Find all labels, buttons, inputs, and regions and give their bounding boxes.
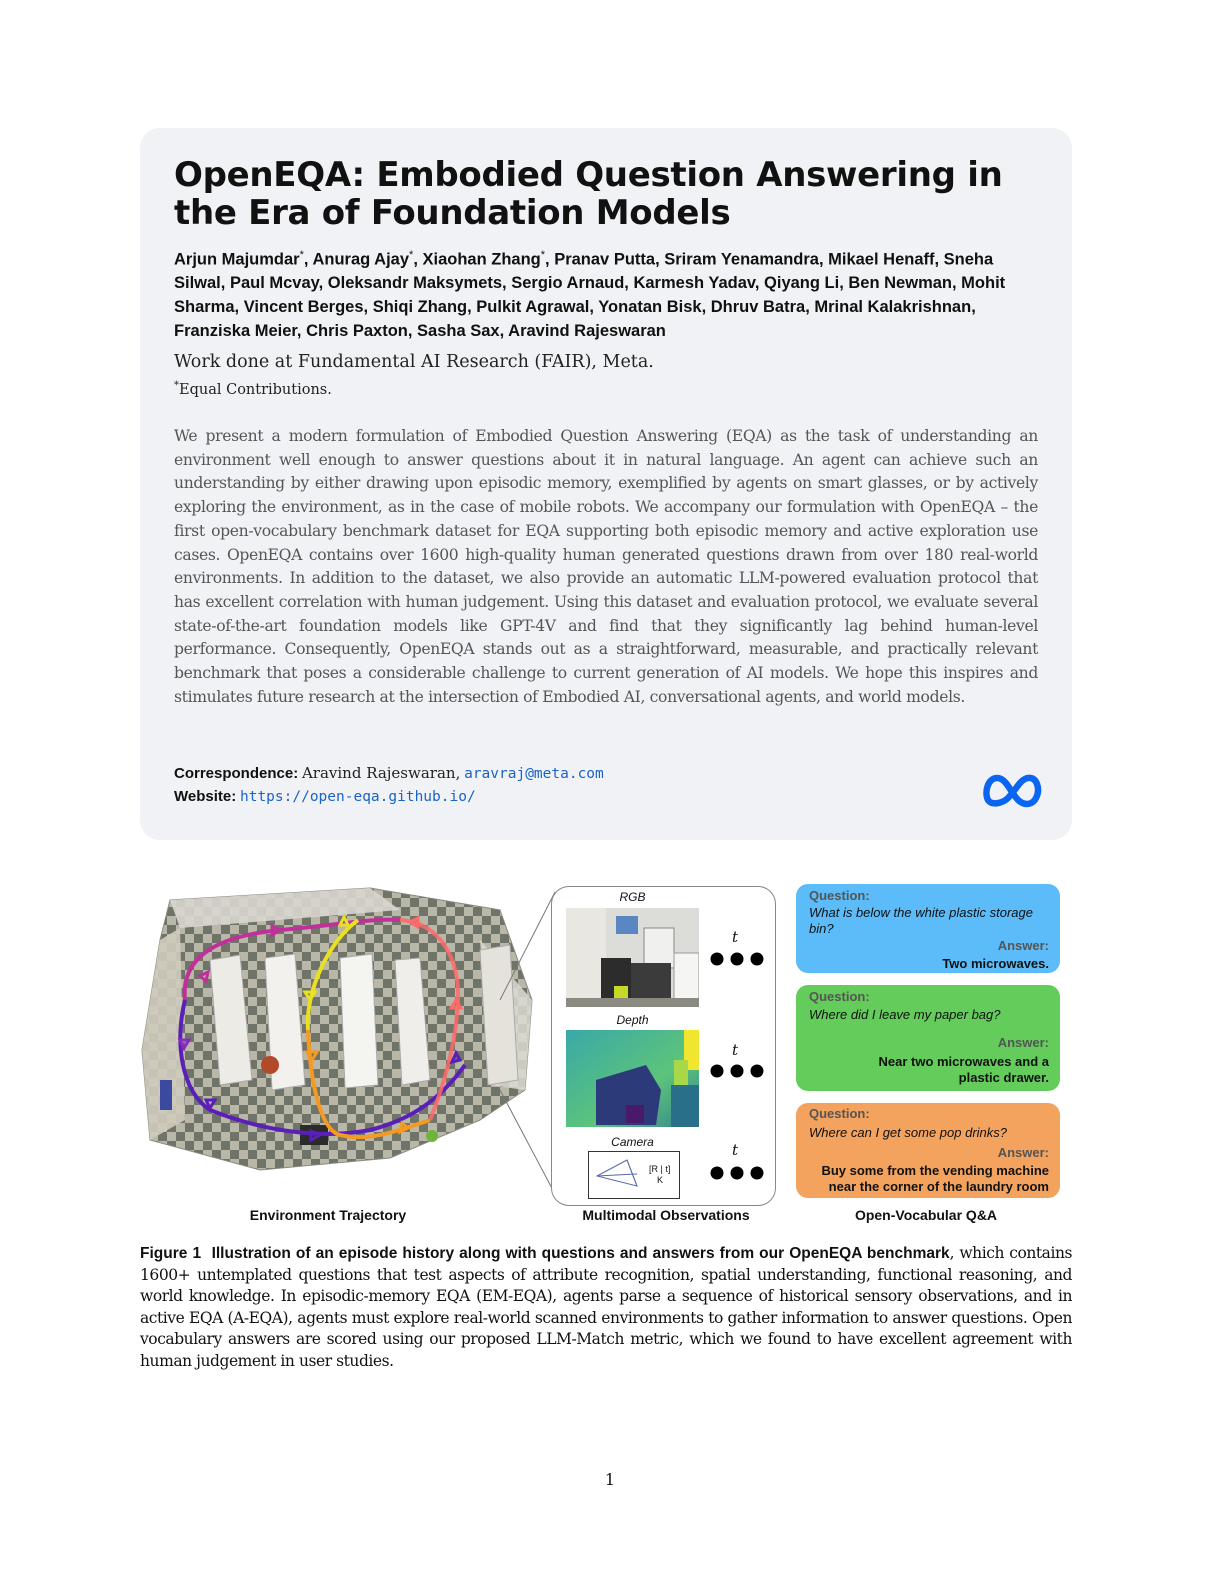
caption-bold-text: Illustration of an episode history along with questions and answers from our OpenEQA benchmark — [211, 1245, 950, 1262]
author-name: Aravind Rajeswaran — [508, 321, 666, 340]
rgb-frame-door — [566, 908, 606, 1007]
rgb-frame-floor — [566, 998, 699, 1007]
correspondence-label: Correspondence: — [174, 765, 299, 782]
author-name: Pranav Putta — [554, 250, 656, 269]
rgb-label: RGB — [619, 890, 646, 904]
depth-label: Depth — [616, 1013, 649, 1027]
caption-label: Figure 1 — [140, 1245, 202, 1262]
rgb-frame-bin — [644, 928, 674, 968]
author-name: Mikael Henaff — [828, 250, 935, 269]
website-link[interactable]: https://open-eqa.github.io/ — [239, 789, 476, 805]
author-name: Ben Newman — [848, 274, 952, 293]
author-list: Arjun Majumdar*, Anurag Ajay*, Xiaohan Zhang*, Pranav Putta, Sriram Yenamandra, Mikael Henaff, Sneha Silwal, Paul Mcvay, Oleksandr Maksymets, Sergio Arnaud, Karmesh Yadav, Qiyang Li, Ben Newman, Mohit Sharma, Vincent Berges, Shiqi Zhang, Pulkit Agrawal, Yonatan Bisk, Dhruv Batra, Mrinal Kalakrishnan, Franziska Meier, Chris Paxton, Sasha Sax, Aravind Rajeswaran — [174, 249, 1006, 340]
correspondence-line — [174, 763, 874, 784]
camera-pose-diagram — [588, 1151, 680, 1199]
equal-contribution-note — [174, 376, 1024, 400]
rgb-frame-machine — [631, 963, 671, 1001]
paper-title: OpenEQA: Embodied Question Answering in the Era of Foundation Models — [174, 155, 1003, 233]
question-text: Where did I leave my paper bag? — [809, 1007, 1001, 1022]
question-text: Where can I get some pop drinks? — [809, 1125, 1007, 1140]
author-name: Sergio Arnaud — [511, 274, 625, 293]
author-name: Dhruv Batra — [710, 297, 806, 316]
rgb-frame-picture — [616, 916, 638, 934]
author-name: Oleksandr Maksymets — [327, 274, 503, 293]
answer-label: Answer: — [997, 1145, 1049, 1160]
equal-contribution-mark: * — [174, 380, 179, 391]
callout-line-top — [500, 892, 555, 1000]
qa-card-2 — [796, 985, 1060, 1091]
correspondence-email-link[interactable]: aravraj@meta.com — [464, 766, 604, 782]
equal-contribution-text: Equal Contributions. — [179, 381, 332, 398]
rgb-frame-washer — [674, 953, 699, 1003]
author-name: Franziska Meier — [174, 321, 297, 340]
author-name: Paul Mcvay — [229, 274, 319, 293]
answer-text: Near two microwaves and a plastic drawer. — [878, 1054, 1049, 1085]
scan-table-3 — [340, 954, 378, 1088]
scan-floor — [142, 888, 532, 1170]
question-label: Question: — [809, 888, 870, 903]
depth-frame-far-region — [671, 1085, 699, 1127]
author-name: Chris Paxton — [306, 321, 408, 340]
question-label: Question: — [809, 989, 870, 1004]
question-text: What is below the white plastic storage bin? — [809, 905, 1033, 936]
camera-extrinsics-text: [R | t] — [649, 1164, 671, 1174]
author-name: Xiaohan Zhang — [422, 250, 541, 269]
meta-logo-icon — [982, 770, 1042, 810]
correspondence-name: Aravind Rajeswaran, — [301, 764, 461, 782]
scan-object — [160, 1080, 172, 1110]
rgb-frame-image — [566, 908, 699, 1007]
scan-object — [261, 1056, 279, 1074]
camera-frustum-icon — [593, 1156, 645, 1194]
website-label: Website: — [174, 788, 237, 805]
qa-card-1 — [796, 884, 1060, 973]
camera-ellipsis-icon — [710, 1166, 766, 1180]
author-name: Vincent Berges — [243, 297, 364, 316]
author-name: Shiqi Zhang — [372, 297, 468, 316]
author-name: Karmesh Yadav — [633, 274, 755, 293]
figure-label-observations: Multimodal Observations — [582, 1207, 750, 1223]
author-name: Mrinal Kalakrishnan — [814, 297, 972, 316]
author-equal-mark: * — [409, 249, 414, 261]
depth-ellipsis-icon — [710, 1064, 766, 1078]
answer-label: Answer: — [997, 938, 1049, 953]
rgb-ellipsis-icon — [710, 952, 766, 966]
website-line — [174, 787, 874, 807]
camera-label: Camera — [611, 1135, 654, 1149]
figure-label-qa: Open-Vocabular Q&A — [854, 1207, 998, 1223]
caption-text: , which contains 1600+ untemplated questions that test aspects of attribute recognition, spatial understanding, functional reasoning, and world knowledge. In episodic-memory EQA (EM-EQA), agents parse a sequence of historical sensory observations, and in active EQA (A-EQA), agents must explore real-world scanned environments to gather information to answer questions. Open vocabulary answers are scored using our proposed LLM-Match metric, which we found to have excellent agreement with human judgement in user studies. — [140, 1244, 1072, 1370]
answer-text: Two microwaves. — [942, 956, 1049, 971]
depth-frame-image — [566, 1030, 699, 1127]
answer-text: Buy some from the vending machine near the corner of the laundry room — [821, 1163, 1049, 1194]
qa-card-3 — [796, 1103, 1060, 1198]
page-number: 1 — [604, 1470, 616, 1489]
rgb-time-label: t — [732, 928, 739, 946]
author-name: Sneha Silwal — [174, 250, 994, 293]
author-equal-mark: * — [540, 249, 546, 261]
answer-label: Answer: — [997, 1035, 1049, 1050]
author-name: Pulkit Agrawal — [476, 297, 590, 316]
author-name: Yonatan Bisk — [598, 297, 702, 316]
author-name: Anurag Ajay — [312, 250, 410, 269]
affiliation: Work done at Fundamental AI Research (FAIR), Meta. — [174, 352, 654, 372]
callout-lines — [490, 880, 560, 1200]
figure-label-trajectory: Environment Trajectory — [249, 1207, 407, 1223]
abstract: We present a modern formulation of Embodied Question Answering (EQA) as the task of understanding an environment well enough to answer questions about it in natural language. An agent can achieve such an understanding by either drawing upon episodic memory, exemplified by agents on smart glasses, or by actively exploring the environment, as in the case of mobile robots. We accompany our formulation with OpenEQA – the first open-vocabulary benchmark dataset for EQA supporting both episodic memory and active exploration use cases. OpenEQA contains over 1600 high-quality human generated questions drawn from over 180 real-world environments. In addition to the dataset, we also provide an automatic LLM-powered evaluation protocol that has excellent correlation with human judgement. Using this dataset and evaluation protocol, we evaluate several state-of-the-art foundation models like GPT-4V and find that they significantly lag behind human-level performance. Consequently, OpenEQA stands out as a straightforward, measurable, and practically relevant benchmark that poses a considerable challenge to current generation of AI models. We hope this inspires and stimulates future research at the intersection of Embodied AI, conversational agents, and world models. — [174, 427, 1038, 706]
author-equal-mark: * — [299, 249, 304, 261]
author-name: Qiyang Li — [764, 274, 840, 293]
author-name: Mohit Sharma — [174, 274, 1006, 316]
author-name: Arjun Majumdar — [174, 250, 300, 269]
figure-caption — [140, 1243, 1072, 1373]
depth-time-label: t — [732, 1041, 739, 1059]
camera-intrinsics-text: K — [657, 1175, 664, 1185]
author-name: Sasha Sax — [417, 321, 500, 340]
callout-line-bottom — [500, 1090, 555, 1194]
author-name: Sriram Yenamandra — [664, 250, 819, 269]
depth-frame-object — [626, 1105, 644, 1123]
question-label: Question: — [809, 1106, 870, 1121]
scan-object — [426, 1130, 438, 1142]
camera-time-label: t — [732, 1141, 739, 1159]
environment-trajectory-image — [140, 880, 540, 1180]
